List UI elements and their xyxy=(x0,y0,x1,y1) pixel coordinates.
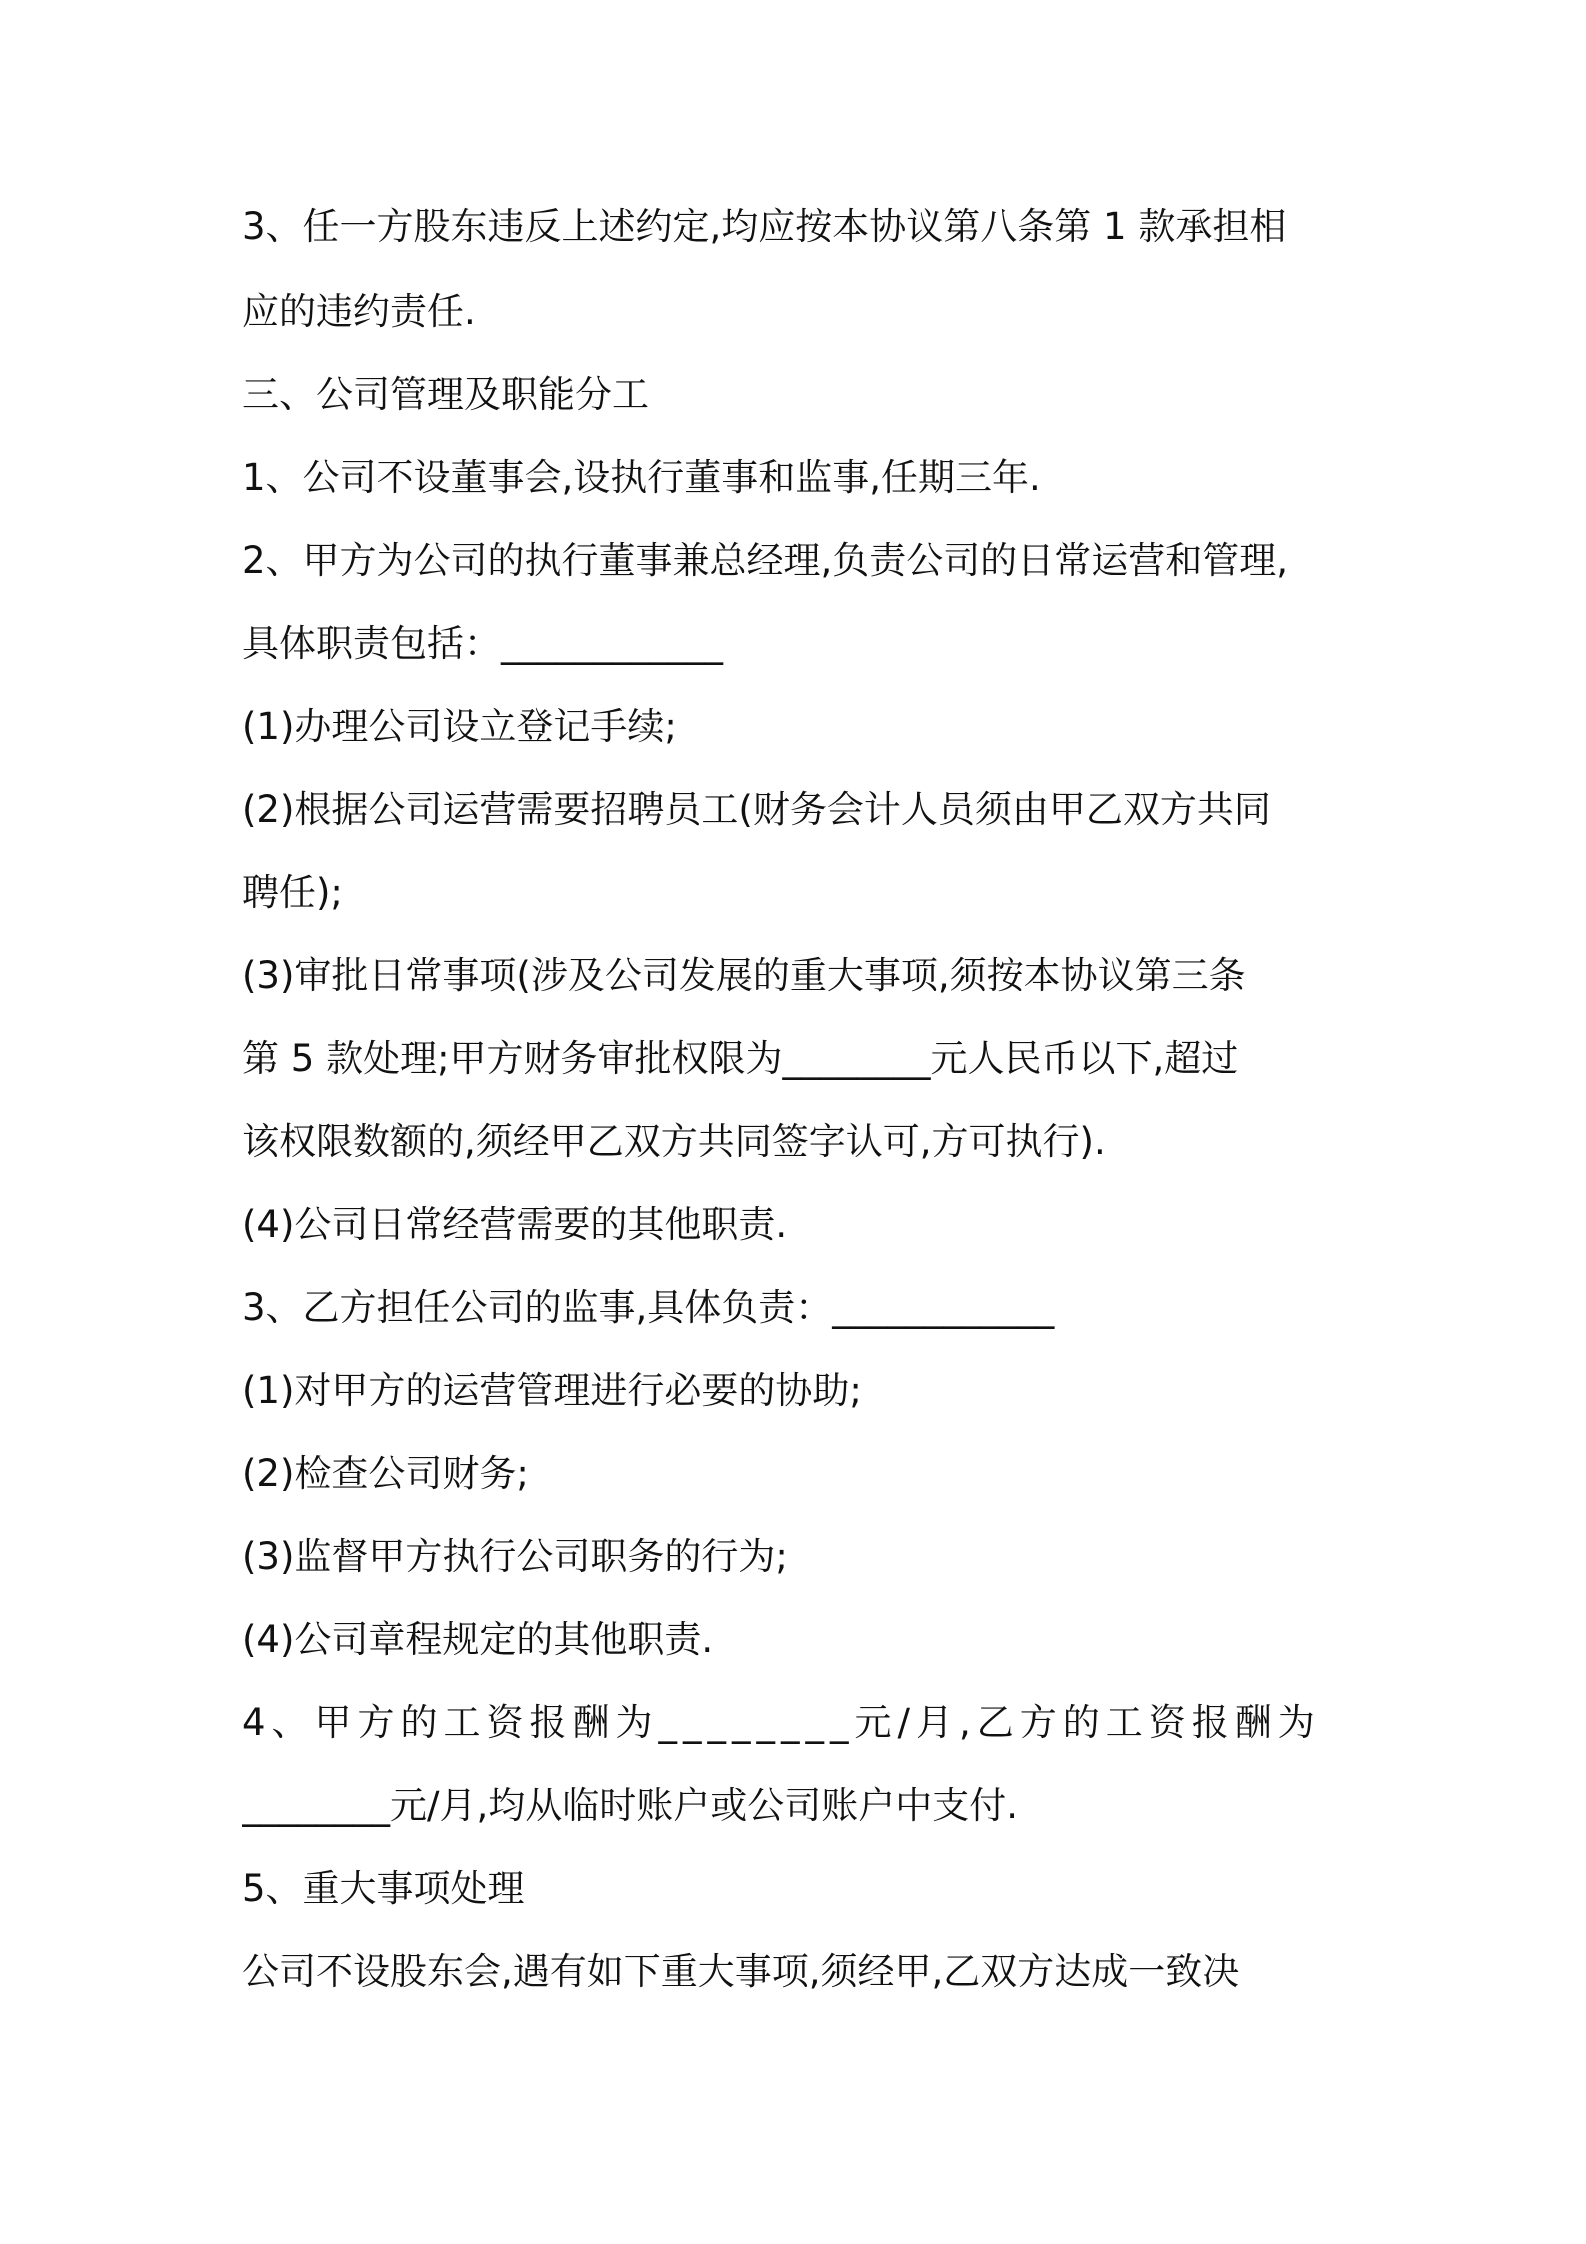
section-heading: 三、公司管理及职能分工 xyxy=(242,373,649,416)
paragraph-line: 公司不设股东会,遇有如下重大事项,须经甲,乙双方达成一致决 xyxy=(242,1950,1240,1993)
list-item: (2)检查公司财务; xyxy=(242,1452,529,1495)
list-item: (4)公司章程规定的其他职责. xyxy=(242,1618,714,1661)
paragraph-line: 具体职责包括：____________ xyxy=(242,622,723,665)
list-item: (3)监督甲方执行公司职务的行为; xyxy=(242,1535,788,1578)
list-item-continuation: 该权限数额的,须经甲乙双方共同签字认可,方可执行). xyxy=(242,1120,1106,1163)
paragraph-line: 应的违约责任. xyxy=(242,290,476,333)
list-item-continuation: 第 5 款处理;甲方财务审批权限为________元人民币以下,超过 xyxy=(242,1037,1239,1080)
paragraph-line: 3、任一方股东违反上述约定,均应按本协议第八条第 1 款承担相 xyxy=(242,205,1287,248)
paragraph-line: 1、公司不设董事会,设执行董事和监事,任期三年. xyxy=(242,456,1041,499)
list-item: (1)办理公司设立登记手续; xyxy=(242,705,677,748)
paragraph-line: 4、甲方的工资报酬为________元/月,乙方的工资报酬为 xyxy=(242,1701,1321,1744)
section-heading: 5、重大事项处理 xyxy=(242,1867,525,1910)
list-item: (3)审批日常事项(涉及公司发展的重大事项,须按本协议第三条 xyxy=(242,954,1246,997)
list-item: (1)对甲方的运营管理进行必要的协助; xyxy=(242,1369,862,1412)
paragraph-line: 3、乙方担任公司的监事,具体负责：____________ xyxy=(242,1286,1055,1329)
list-item-continuation: 聘任); xyxy=(242,871,343,914)
list-item: (4)公司日常经营需要的其他职责. xyxy=(242,1203,788,1246)
paragraph-line: ________元/月,均从临时账户或公司账户中支付. xyxy=(242,1784,1018,1827)
list-item: (2)根据公司运营需要招聘员工(财务会计人员须由甲乙双方共同 xyxy=(242,788,1271,831)
paragraph-line: 2、甲方为公司的执行董事兼总经理,负责公司的日常运营和管理, xyxy=(242,539,1289,582)
